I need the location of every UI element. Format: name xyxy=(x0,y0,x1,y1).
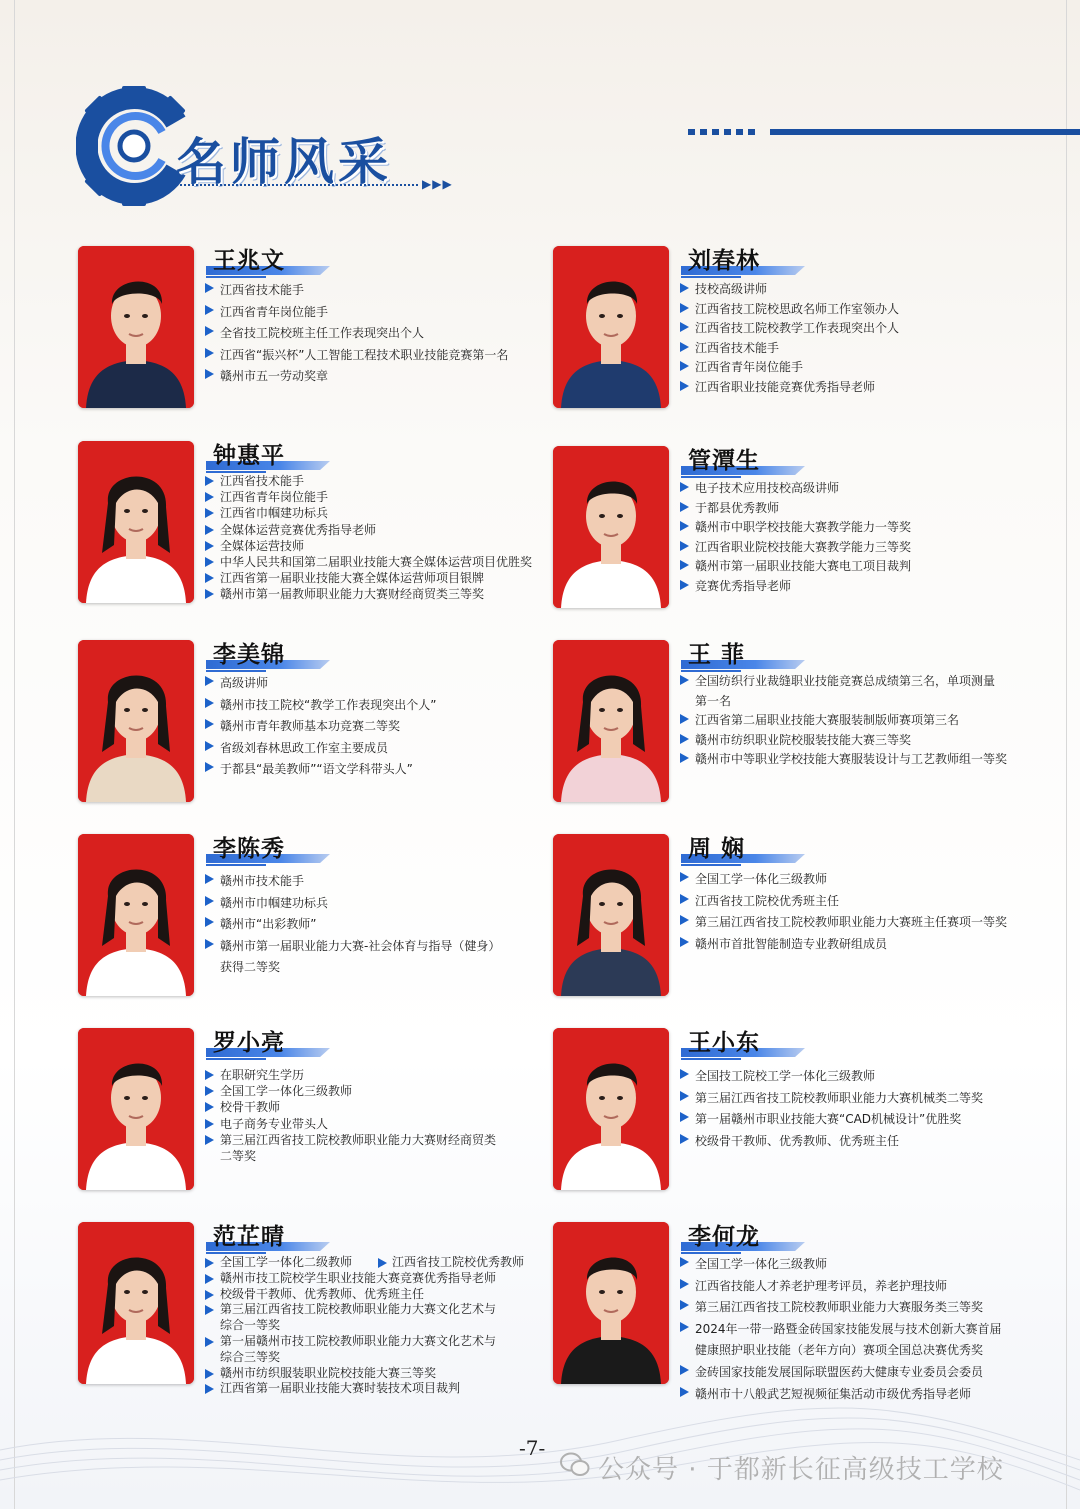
honor-text: 全国工学一体化二级教师 xyxy=(220,1255,353,1269)
honor-item xyxy=(678,891,1007,913)
honor-item xyxy=(678,280,899,300)
honor-text: 江西省技工院校优秀班主任 xyxy=(695,893,840,908)
teacher-name: 钟惠平 xyxy=(213,442,285,469)
honor-text: 第三届江西省技工院校教师职业能力大赛班主任赛项一等奖 xyxy=(695,915,1008,930)
honor-item xyxy=(203,1287,496,1303)
teacher-name: 王兆文 xyxy=(213,247,285,274)
honor-item xyxy=(203,716,436,738)
honor-text: 江西省青年岗位能手 xyxy=(220,490,329,505)
honor-text: 全国工学一体化三级教师 xyxy=(695,1257,828,1271)
honor-item xyxy=(678,479,911,499)
teacher-name: 刘春林 xyxy=(688,247,760,274)
honor-text: 赣州市首批智能制造专业教研组成员 xyxy=(695,936,888,951)
honor-text: 江西省“振兴杯”人工智能工程技术职业技能竞赛第一名 xyxy=(220,347,509,362)
wechat-icon xyxy=(560,1452,590,1478)
honor-text: 第三届江西省技工院校教师职业能力大赛文化艺术与 xyxy=(220,1302,497,1317)
honor-item xyxy=(678,692,1007,712)
honor-item xyxy=(678,319,899,339)
page-number: -7- xyxy=(519,1436,546,1460)
honor-item xyxy=(203,1116,496,1132)
honor-list xyxy=(203,673,436,781)
honor-text: 赣州市第一届教师职业能力大赛财经商贸类三等奖 xyxy=(220,587,485,602)
honor-item xyxy=(203,554,532,570)
honor-item xyxy=(203,522,532,538)
honor-item xyxy=(203,570,532,586)
honor-text: 综合三等奖 xyxy=(220,1349,281,1364)
honor-item xyxy=(203,1334,496,1350)
teacher-photo xyxy=(78,1222,194,1384)
left-border xyxy=(14,0,15,1509)
honor-text: 第一届赣州市技工院校教师职业能力大赛文化艺术与 xyxy=(220,1333,497,1348)
honor-item xyxy=(203,302,508,324)
honor-text: 于都县优秀教师 xyxy=(695,500,780,515)
honor-text: 赣州市巾帼建功标兵 xyxy=(220,895,329,910)
honor-list xyxy=(203,1255,525,1397)
honor-text: 高级讲师 xyxy=(220,676,269,690)
honor-item xyxy=(203,957,500,979)
honor-text: 于都县“最美教师”“语文学科带头人” xyxy=(220,762,413,777)
honor-list xyxy=(678,280,899,398)
honor-text: 江西省职业院校技能大赛教学能力三等奖 xyxy=(695,539,912,554)
bullet-arrow-icon xyxy=(378,1258,387,1268)
honor-item xyxy=(678,1362,1002,1384)
honor-text: 赣州市十八般武艺短视频征集活动市级优秀指导老师 xyxy=(695,1386,972,1401)
honor-item xyxy=(678,378,899,398)
honor-text: 校级骨干教师、优秀教师、优秀班主任 xyxy=(220,1286,425,1301)
honor-item xyxy=(678,538,911,558)
teacher-photo xyxy=(553,446,669,608)
teacher-name: 周 娴 xyxy=(688,835,746,862)
teacher-name: 范芷晴 xyxy=(213,1223,285,1250)
honor-item xyxy=(203,538,532,554)
honor-text: 赣州市第一届职业技能大赛电工项目裁判 xyxy=(695,559,912,574)
right-border xyxy=(1066,0,1067,1509)
name-underline-line xyxy=(681,864,741,866)
honor-item xyxy=(203,473,532,489)
honor-text: 赣州市五一劳动奖章 xyxy=(220,369,329,384)
title-underline xyxy=(168,184,418,186)
honor-item xyxy=(678,1276,1002,1298)
honor-item xyxy=(203,871,500,893)
honor-item xyxy=(678,934,1007,956)
honor-item xyxy=(203,1132,496,1148)
honor-text: 全国技工院校工学一体化三级教师 xyxy=(695,1069,876,1083)
page-title: 名师风采 xyxy=(176,133,392,191)
teacher-name: 王 菲 xyxy=(688,641,746,668)
honor-text: 全国工学一体化三级教师 xyxy=(695,872,828,886)
honor-text: 第一名 xyxy=(695,693,732,708)
honor-item xyxy=(678,869,1007,891)
teacher-photo xyxy=(553,640,669,802)
honor-text: 江西省第一届职业技能大赛时装技术项目裁判 xyxy=(220,1381,461,1396)
honor-text: 赣州市第一届职业能力大赛-社会体育与指导（健身） xyxy=(220,938,501,953)
honor-item xyxy=(203,489,532,505)
honor-item xyxy=(203,586,532,602)
honor-item xyxy=(203,366,508,388)
honor-text: 江西省第二届职业技能大赛服装制版师赛项第三名 xyxy=(695,713,960,728)
teacher-photo xyxy=(78,640,194,802)
name-underline-line xyxy=(206,864,266,866)
header-dashes xyxy=(688,129,758,135)
teacher-photo xyxy=(553,1222,669,1384)
arrow-decoration-icon: ▶▶▶ xyxy=(422,177,453,191)
honor-item xyxy=(203,695,436,717)
honor-item xyxy=(203,323,508,345)
honor-item xyxy=(678,1066,983,1088)
honor-text: 省级刘春林思政工作室主要成员 xyxy=(220,740,389,755)
name-underline-line xyxy=(681,276,741,278)
honor-list xyxy=(203,280,508,388)
honor-item xyxy=(678,912,1007,934)
honor-item xyxy=(203,1350,496,1366)
honor-item xyxy=(203,738,436,760)
honor-list xyxy=(678,1066,983,1152)
name-underline-line xyxy=(206,276,266,278)
teacher-photo xyxy=(78,246,194,408)
honor-text: 第三届江西省技工院校教师职业能力大赛服务类三等奖 xyxy=(695,1300,984,1315)
header-bar xyxy=(770,129,1080,135)
watermark-text: 公众号 · 于都新长征高级技工学校 xyxy=(598,1455,1004,1485)
teacher-photo xyxy=(78,834,194,996)
honor-text: 赣州市纺织职业院校服装技能大赛三等奖 xyxy=(695,732,912,747)
honor-item xyxy=(678,1340,1002,1362)
honor-item xyxy=(203,914,500,936)
teacher-name: 李美锦 xyxy=(213,641,285,668)
honor-text: 赣州市中职学校技能大赛教学能力一等奖 xyxy=(695,520,912,535)
honor-text: 全国工学一体化三级教师 xyxy=(220,1084,353,1099)
honor-text: 中华人民共和国第二届职业技能大赛全媒体运营项目优胜奖 xyxy=(220,555,533,570)
honor-text: 江西省技工院校优秀教师 xyxy=(378,1255,524,1271)
honor-text: 电子技术应用技校高级讲师 xyxy=(695,481,840,495)
honor-text: 在职研究生学历 xyxy=(220,1068,305,1082)
honor-list xyxy=(203,473,532,603)
honor-text: 2024年一带一路暨金砖国家技能发展与技术创新大赛首届 xyxy=(695,1321,1002,1336)
honor-item xyxy=(203,1148,496,1164)
honor-text: 第一届赣州市职业技能大赛“CAD机械设计”优胜奖 xyxy=(695,1112,962,1127)
honor-item xyxy=(678,1297,1002,1319)
honor-item xyxy=(203,1083,496,1099)
honor-item xyxy=(203,1271,496,1287)
honor-item xyxy=(203,1255,525,1271)
honor-text: 江西省职业技能竞赛优秀指导老师 xyxy=(695,379,876,394)
honor-item xyxy=(203,1366,496,1382)
teacher-name: 李陈秀 xyxy=(213,835,285,862)
honor-text: 赣州市技术能手 xyxy=(220,874,305,888)
honor-item xyxy=(203,280,508,302)
honor-item xyxy=(678,1319,1002,1341)
name-underline-line xyxy=(206,670,266,672)
name-underline-line xyxy=(206,1252,266,1254)
honor-text: 赣州市中等职业学校技能大赛服装设计与工艺教师组一等奖 xyxy=(695,752,1008,767)
honor-text: 第三届江西省技工院校教师职业能力大赛财经商贸类 xyxy=(220,1132,497,1147)
honor-item xyxy=(678,1131,983,1153)
teacher-name: 李何龙 xyxy=(688,1223,760,1250)
honor-item xyxy=(678,1088,983,1110)
honor-text: 综合一等奖 xyxy=(220,1318,281,1333)
honor-item xyxy=(678,300,899,320)
honor-text: 江西省青年岗位能手 xyxy=(695,360,804,375)
honor-item xyxy=(678,711,1007,731)
teacher-name: 罗小亮 xyxy=(213,1029,285,1056)
honor-list xyxy=(203,871,500,979)
honor-text: 第三届江西省技工院校教师职业能力大赛机械类二等奖 xyxy=(695,1090,984,1105)
honor-text: 全国纺织行业裁缝职业技能竞赛总成绩第三名，单项测量 xyxy=(695,674,996,688)
honor-item xyxy=(203,345,508,367)
honor-item xyxy=(678,1109,983,1131)
honor-item xyxy=(678,557,911,577)
honor-text: 赣州市青年教师基本功竞赛二等奖 xyxy=(220,719,401,734)
honor-item xyxy=(203,1302,496,1318)
honor-text: 二等奖 xyxy=(220,1149,257,1164)
honor-text: 江西省技工院校思政名师工作室领办人 xyxy=(695,301,900,316)
name-underline-line xyxy=(681,476,741,478)
honor-text: 江西省技能人才养老护理考评员，养老护理技师 xyxy=(695,1278,948,1293)
honor-text: 电子商务专业带头人 xyxy=(220,1116,329,1131)
honor-item xyxy=(203,673,436,695)
teacher-photo xyxy=(553,834,669,996)
honor-text: 校级骨干教师、优秀教师、优秀班主任 xyxy=(695,1133,900,1148)
honor-item xyxy=(203,505,532,521)
honor-text: 赣州市“出彩教师” xyxy=(220,917,317,932)
honor-text: 全省技工院校班主任工作表现突出个人 xyxy=(220,326,425,341)
honor-text: 赣州市技工院校“教学工作表现突出个人” xyxy=(220,697,437,712)
honor-item xyxy=(203,893,500,915)
honor-item xyxy=(678,672,1007,692)
honor-list xyxy=(678,479,911,597)
honor-text: 赣州市技工院校学生职业技能大赛竞赛优秀指导老师 xyxy=(220,1270,497,1285)
honor-text: 赣州市纺织服装职业院校技能大赛三等奖 xyxy=(220,1365,437,1380)
honor-text: 竞赛优秀指导老师 xyxy=(695,578,792,593)
teacher-name: 王小东 xyxy=(688,1029,760,1056)
honor-list xyxy=(678,672,1007,770)
honor-text: 江西省技术能手 xyxy=(220,474,305,488)
teacher-photo xyxy=(553,246,669,408)
honor-list xyxy=(678,869,1007,955)
honor-text: 健康照护职业技能（老年方向）赛项全国总决赛优秀奖 xyxy=(695,1343,984,1358)
honor-text: 获得二等奖 xyxy=(220,960,281,975)
honor-item xyxy=(678,518,911,538)
teacher-name: 管潭生 xyxy=(688,447,760,474)
honor-text: 江西省青年岗位能手 xyxy=(220,304,329,319)
honor-text: 全媒体运营技师 xyxy=(220,538,305,553)
name-underline-line xyxy=(206,1058,266,1060)
honor-text: 江西省巾帼建功标兵 xyxy=(220,506,329,521)
honor-item xyxy=(678,577,911,597)
teacher-photo xyxy=(78,441,194,603)
honor-item xyxy=(203,1067,496,1083)
honor-item xyxy=(678,731,1007,751)
honor-item xyxy=(678,750,1007,770)
honor-text: 校骨干教师 xyxy=(220,1100,281,1115)
honor-text: 江西省技术能手 xyxy=(220,283,305,297)
honor-item xyxy=(678,499,911,519)
honor-list xyxy=(678,1254,1002,1405)
honor-text: 技校高级讲师 xyxy=(695,282,768,296)
name-underline-line xyxy=(681,1058,741,1060)
teacher-photo xyxy=(78,1028,194,1190)
honor-item xyxy=(203,759,436,781)
honor-text: 金砖国家技能发展国际联盟医药大健康专业委员会委员 xyxy=(695,1364,984,1379)
honor-item xyxy=(678,1254,1002,1276)
honor-item xyxy=(203,936,500,958)
honor-item xyxy=(203,1318,496,1334)
honor-text: 江西省技工院校教学工作表现突出个人 xyxy=(695,321,900,336)
honor-item xyxy=(678,339,899,359)
honor-text: 江西省第一届职业技能大赛全媒体运营师项目银牌 xyxy=(220,571,485,586)
honor-text: 全媒体运营竞赛优秀指导老师 xyxy=(220,522,377,537)
honor-list xyxy=(203,1067,496,1164)
honor-item xyxy=(678,358,899,378)
honor-item xyxy=(203,1099,496,1115)
honor-text: 江西省技术能手 xyxy=(695,340,780,355)
teacher-photo xyxy=(553,1028,669,1190)
